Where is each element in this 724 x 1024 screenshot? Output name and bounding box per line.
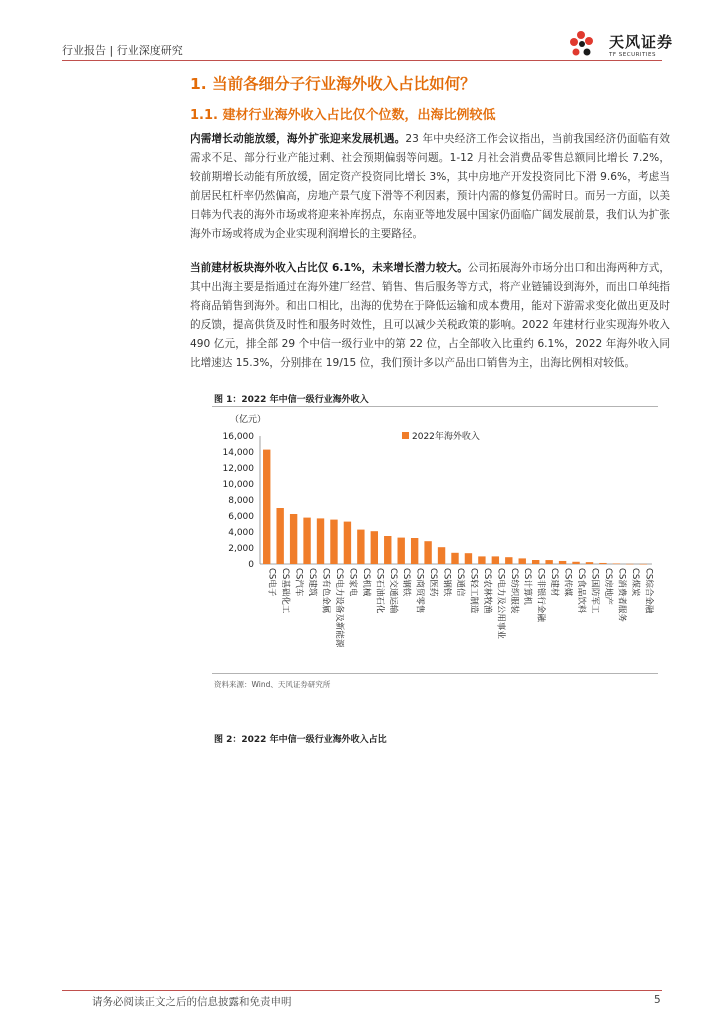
figure-1-bottom-rule <box>212 673 658 674</box>
bar <box>613 564 620 565</box>
bar <box>519 558 526 564</box>
x-tick-label: CS纺织服装 <box>508 568 519 614</box>
bar <box>384 536 391 564</box>
paragraph-2-body: 公司拓展海外市场分出口和出海两种方式，其中出海主要是指通过在海外建厂经营、销售、售后服务等方式，将产业链铺设到海外，而出口单纯指将商品销售到海外。和出口相比，出海的优势在于降低运输和成本费用，能对下游需求变化做出更及时的反馈，提高供货及时性和服务时效性，且可以减少关税政策的影响。2022 年建材行业实现海外收入 490 亿元，排全部 29 个中信一级行业中的第 22 位，占全部收入比重约 6.1%，2022 年海外收入同比增速达 15.3%，分别排在 19/15 位，我们预计多以产品出口销售为主，出海比例相对较低。 <box>190 262 671 369</box>
bar <box>357 530 364 564</box>
figure-2-title: 图 2：2022 年中信一级行业海外收入占比 <box>214 735 387 745</box>
y-tick-label: 14,000 <box>222 448 254 458</box>
bar <box>344 522 351 564</box>
bar <box>478 556 485 564</box>
x-tick-label: CS国防军工 <box>589 568 600 614</box>
bar <box>559 561 566 564</box>
bar <box>532 560 539 564</box>
paragraph-2-lead: 当前建材板块海外收入占比仅 6.1%，未来增长潜力较大。 <box>190 262 468 274</box>
y-tick-label: 8,000 <box>228 496 254 506</box>
report-header: 行业报告 | 行业深度研究 <box>62 44 183 57</box>
bar <box>451 553 458 564</box>
x-tick-label: CS通信 <box>455 568 465 597</box>
bar <box>371 531 378 564</box>
x-tick-label: CS建筑 <box>307 568 318 597</box>
x-tick-label: CS电力设备及新能源 <box>333 568 344 648</box>
bar <box>545 560 552 564</box>
y-tick-label: 6,000 <box>228 512 254 522</box>
x-tick-label: CS汽车 <box>293 568 304 597</box>
y-tick-label: 0 <box>248 560 254 570</box>
x-tick-label: CS煤炭 <box>629 568 640 597</box>
page-number: 5 <box>654 994 661 1006</box>
x-tick-label: CS消费者服务 <box>616 568 627 622</box>
legend-swatch <box>402 432 409 439</box>
y-tick-label: 16,000 <box>222 432 254 442</box>
x-tick-label: CS交通运输 <box>387 568 398 614</box>
footer-rule <box>62 990 662 991</box>
bar <box>398 538 405 564</box>
x-tick-label: CS综合金融 <box>643 568 654 614</box>
bar <box>290 514 297 564</box>
figure-1-source: 资料来源：Wind、天风证券研究所 <box>214 680 331 689</box>
x-tick-label: CS建材 <box>549 568 560 597</box>
x-tick-label: CS传媒 <box>562 568 573 597</box>
bar-series <box>263 450 647 565</box>
figure-1-title: 图 1：2022 年中信一级行业海外收入 <box>214 395 369 405</box>
y-tick-label: 4,000 <box>228 528 254 538</box>
bar <box>424 541 431 564</box>
overseas-revenue-bar-chart <box>212 408 662 670</box>
x-tick-label: CS钢铁 <box>401 568 412 597</box>
x-tick-label: CS钢铁 <box>441 568 452 597</box>
chart-legend <box>402 430 480 442</box>
figure-1-top-rule <box>212 406 658 407</box>
x-axis-labels <box>267 568 655 648</box>
x-tick-label: CS医药 <box>428 568 439 597</box>
x-tick-label: CS农林牧渔 <box>481 568 492 614</box>
y-axis <box>223 432 653 570</box>
bar <box>411 538 418 564</box>
x-tick-label: CS电子 <box>266 568 277 597</box>
bar <box>626 564 633 565</box>
paragraph-1-body: 23 年中央经济工作会议指出，当前我国经济仍面临有效需求不足、部分行业产能过剩、社会预期偏弱等问题。1-12 月社会消费品零售总额同比增长 7.2%，较前期增长动能有所放缓，固定资产投资同比增长 3%，其中房地产开发投资同比下滑 9.6%，考虑当前居民杠杆率仍然偏高，房地产景气度下滑等不利因素，预计内需的修复仍需时日。而另一方面，以美日韩为代表的海外市场或将迎来补库拐点，东南亚等地发展中国家仍面临广阔发展前景，我们认为扩张海外市场或将成为企业实现利润增长的主要路径。 <box>190 133 670 240</box>
x-tick-label: CS基础化工 <box>280 568 291 614</box>
bar <box>276 508 283 564</box>
bar <box>303 518 310 564</box>
paragraph-1-lead: 内需增长动能放缓，海外扩张迎来发展机遇。 <box>190 133 406 145</box>
bar <box>599 563 606 564</box>
x-tick-label: CS计算机 <box>522 568 533 605</box>
paragraph-1 <box>190 130 670 244</box>
bar <box>465 553 472 564</box>
x-tick-label: CS商贸零售 <box>414 568 425 614</box>
x-tick-label: CS电力及公用事业 <box>495 568 506 639</box>
x-tick-label: CS房地产 <box>602 568 613 605</box>
bar <box>330 520 337 564</box>
x-tick-label: CS有色金属 <box>320 568 331 614</box>
logo-subtitle: TF SECURITIES <box>609 52 656 58</box>
x-tick-label: CS轻工制造 <box>468 568 479 614</box>
y-tick-label: 12,000 <box>222 464 254 474</box>
bar <box>572 562 579 564</box>
x-tick-label: CS石油石化 <box>374 568 385 614</box>
paragraph-2 <box>190 259 670 373</box>
chart-unit-label: （亿元） <box>230 415 267 425</box>
bar <box>586 562 593 564</box>
footer-disclaimer: 请务必阅读正文之后的信息披露和免责申明 <box>92 996 292 1008</box>
x-tick-label: CS家电 <box>347 568 358 597</box>
bar <box>640 564 647 565</box>
x-tick-label: CS机械 <box>360 568 371 597</box>
bar <box>505 557 512 564</box>
legend-label: 2022年海外收入 <box>412 432 480 442</box>
x-tick-label: CS非银行金融 <box>535 568 546 622</box>
x-tick-label: CS食品饮料 <box>576 568 587 614</box>
bar <box>492 556 499 564</box>
bar <box>317 518 324 564</box>
section-heading: 1. 当前各细分子行业海外收入占比如何？ <box>190 75 476 93</box>
bar <box>263 450 270 564</box>
subsection-heading: 1.1. 建材行业海外收入占比仅个位数，出海比例较低 <box>190 108 496 123</box>
y-tick-label: 2,000 <box>228 544 254 554</box>
bar <box>438 547 445 564</box>
logo-name: 天风证券 <box>609 33 674 51</box>
y-tick-label: 10,000 <box>222 480 254 490</box>
logo-flower-icon <box>570 31 593 56</box>
